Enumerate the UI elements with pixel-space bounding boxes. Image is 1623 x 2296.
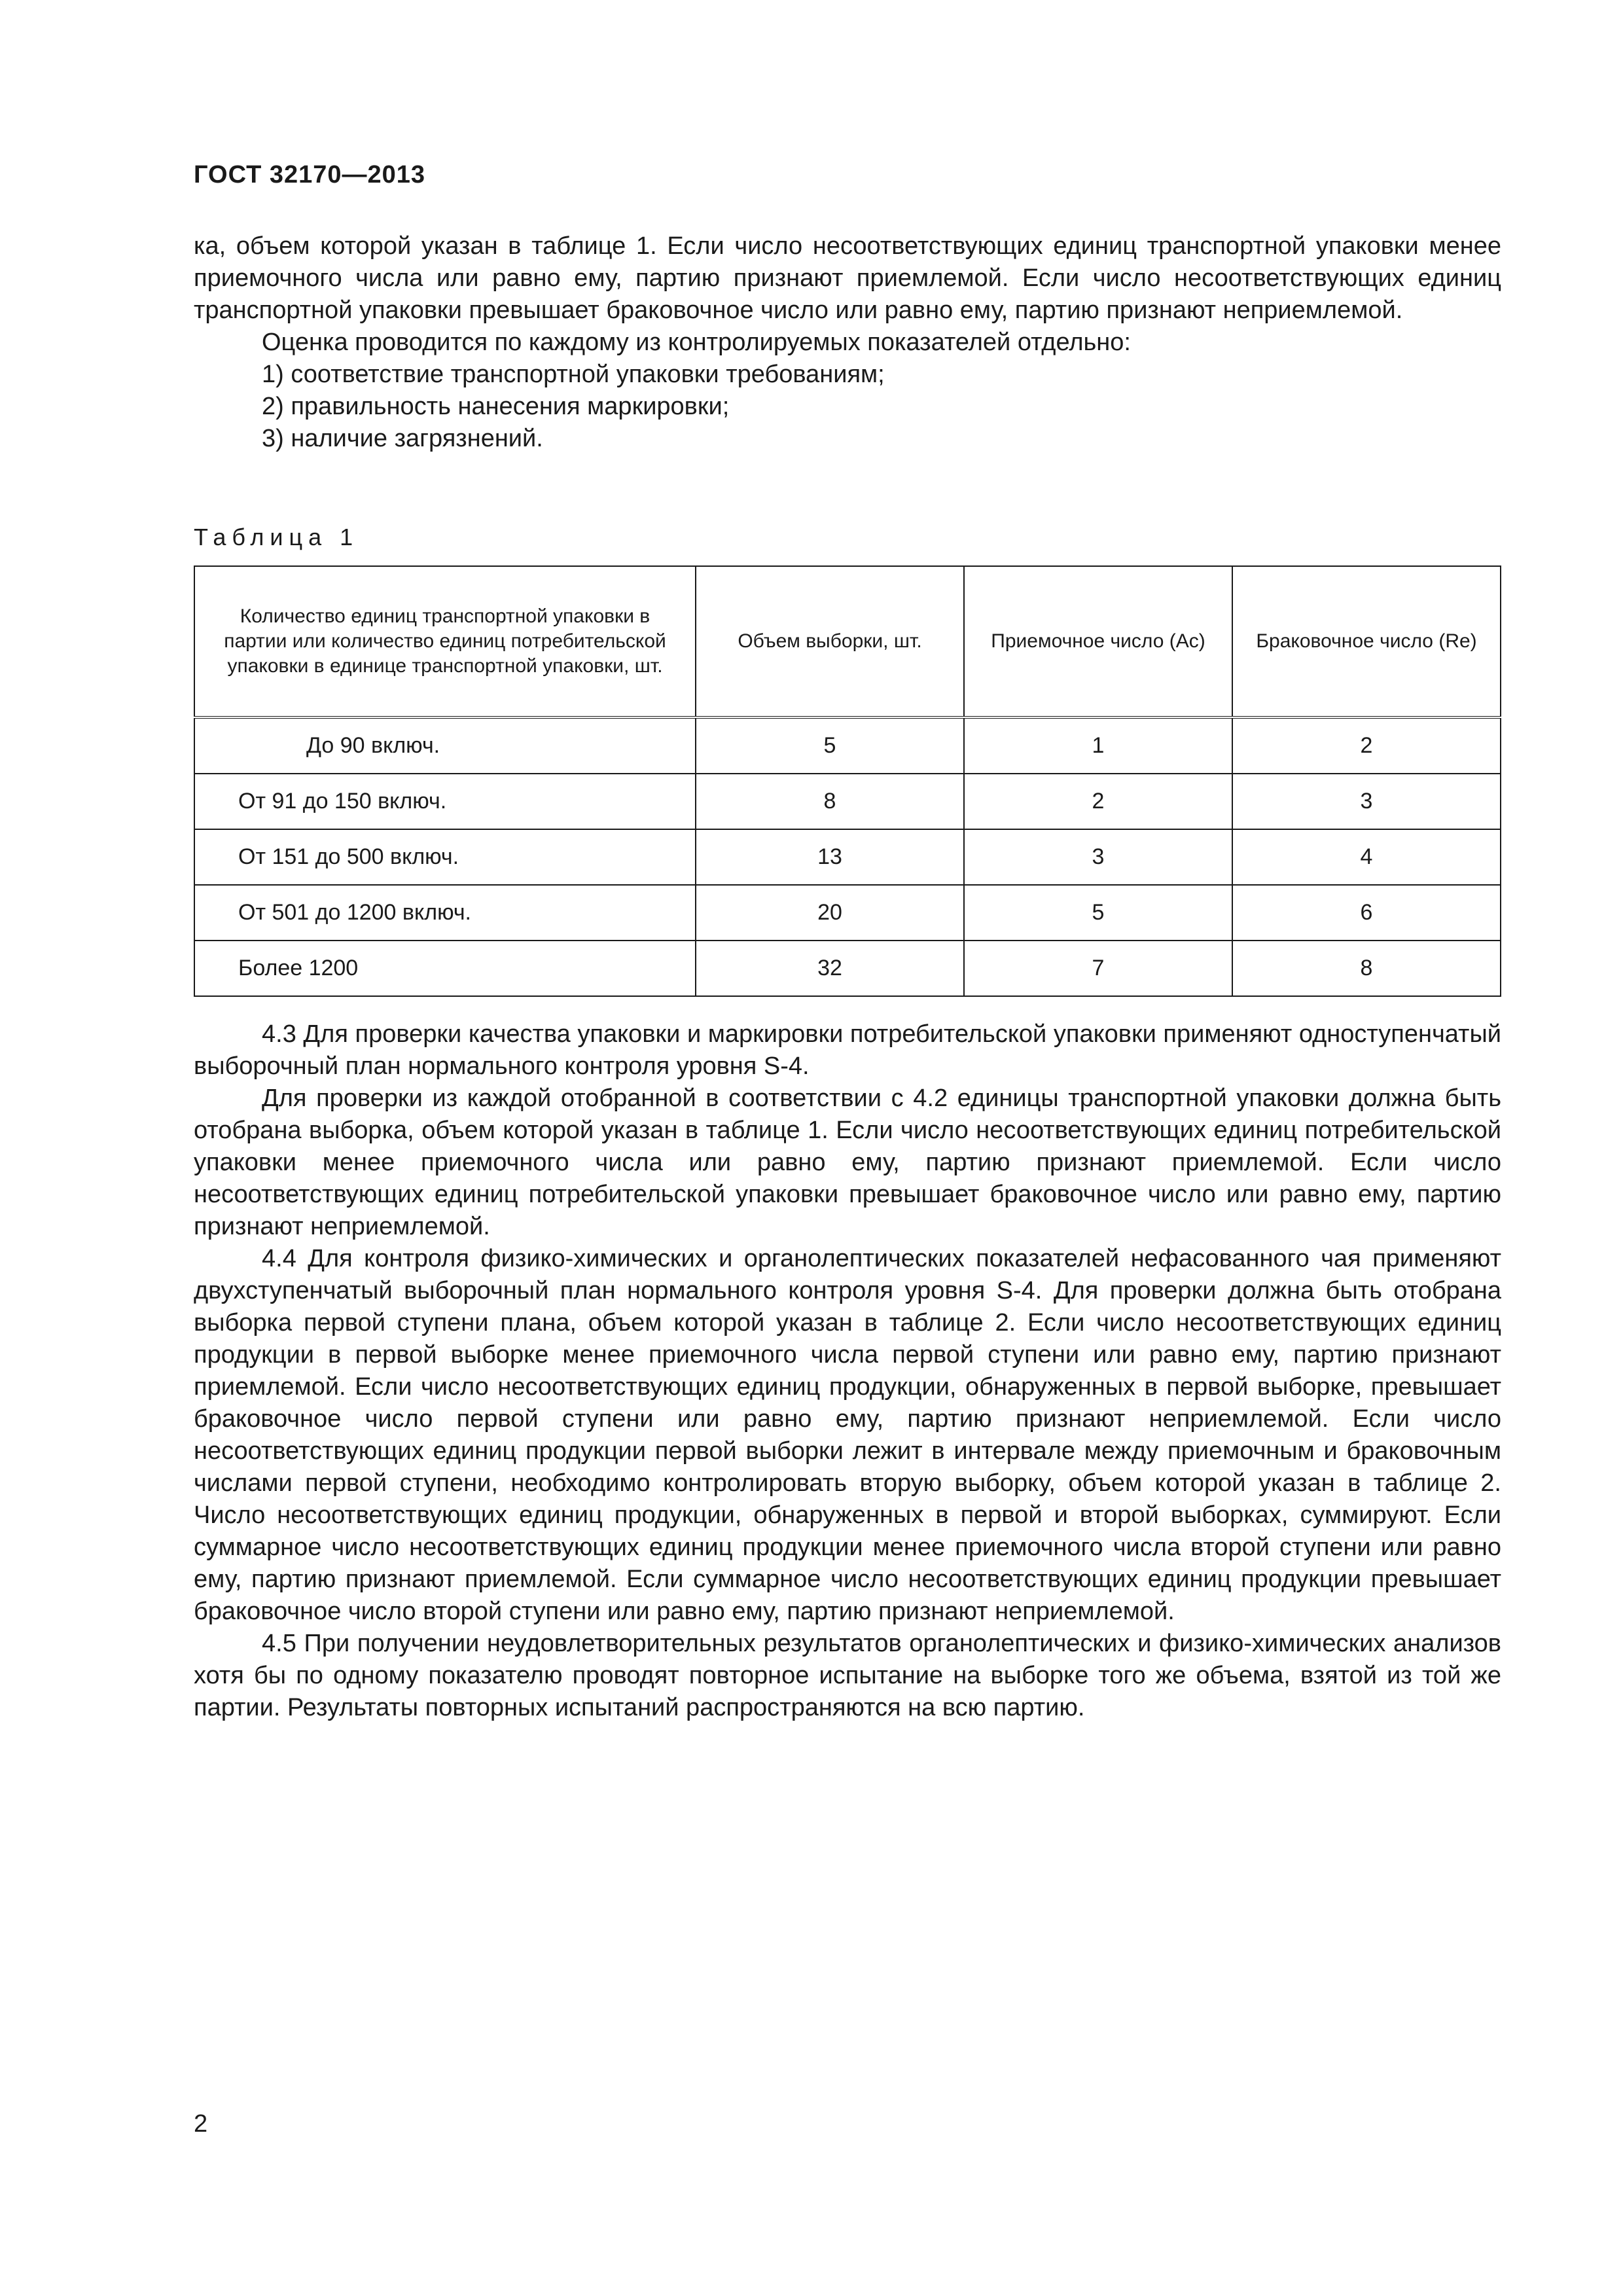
paragraph-evaluation: Оценка проводится по каждому из контролируемых показателей отдельно: bbox=[262, 329, 1131, 356]
cell-rejection-number: 4 bbox=[1232, 829, 1501, 885]
cell-rejection-number: 2 bbox=[1232, 717, 1501, 774]
cell-sample-size: 13 bbox=[696, 829, 964, 885]
cell-quantity: От 151 до 500 включ. bbox=[194, 829, 696, 885]
table-row bbox=[194, 941, 1501, 996]
cell-acceptance-number: 7 bbox=[964, 941, 1232, 996]
cell-sample-size: 32 bbox=[696, 941, 964, 996]
list-item: 1) соответствие транспортной упаковки требованиям; bbox=[262, 361, 885, 388]
cell-acceptance-number: 2 bbox=[964, 774, 1232, 829]
paragraph-continued: ка, объем которой указан в таблице 1. Если число несоответствующих единиц транспортной упаковки менее приемочного числа или равно ему, партию признают приемлемой. Если число несоответствующих единиц транспортной упаковки превышает браковочное число или равно ему, партию признают неприемлемой. bbox=[194, 232, 1501, 324]
cell-acceptance-number: 3 bbox=[964, 829, 1232, 885]
cell-rejection-number: 6 bbox=[1232, 885, 1501, 941]
cell-quantity: От 501 до 1200 включ. bbox=[194, 885, 696, 941]
table-header-row bbox=[194, 566, 1501, 717]
table-row bbox=[194, 885, 1501, 941]
cell-acceptance-number: 5 bbox=[964, 885, 1232, 941]
paragraph-4-3: 4.3 Для проверки качества упаковки и маркировки потребительской упаковки применяют одноступенчатый выборочный план нормального контроля уровня S-4. bbox=[194, 1020, 1501, 1080]
table-caption: Таблица 1 bbox=[194, 524, 359, 550]
document-header: ГОСТ 32170—2013 bbox=[194, 161, 426, 188]
paragraph-4-4: 4.4 Для контроля физико-химических и органолептических показателей нефасованного чая применяют двухступенчатый выборочный план нормального контроля уровня S-4. Для проверки должна быть отобрана выборка первой ступени плана, объем которой указан в таблице 2. Если число несоответствующих единиц продукции в первой выборке менее приемочного числа первой ступени или равно ему, партию признают приемлемой. Если число несоответствующих единиц продукции, обнаруженных в первой выборке, превышает браковочное число первой ступени или равно ему, партию признают неприемлемой. Если число несоответствующих единиц продукции первой выборки лежит в интервале между приемочным и браковочным числами первой ступени, необходимо контролировать вторую выборку, объем которой указан в таблице 2. Число несоответствующих единиц продукции, обнаруженных в первой и второй выборках, суммируют. Если суммарное число несоответствующих единиц продукции менее приемочного числа второй ступени или равно ему, партию признают приемлемой. Если суммарное число несоответствующих единиц продукции превышает браковочное число второй ступени или равно ему, партию признают неприемлемой. bbox=[194, 1245, 1501, 1625]
list-item: 3) наличие загрязнений. bbox=[262, 425, 543, 452]
table-row bbox=[194, 717, 1501, 774]
cell-quantity: До 90 включ. bbox=[194, 717, 696, 774]
column-header-rejection-number: Браковочное число (Re) bbox=[1232, 566, 1501, 717]
top-text-block bbox=[194, 230, 1501, 455]
paragraph-4-5: 4.5 При получении неудовлетворительных результатов органолептических и физико-химических анализов хотя бы по одному показателю проводят повторное испытание на выборке того же объема, взятой из той же партии. Результаты повторных испытаний распространяются на всю партию. bbox=[194, 1630, 1501, 1721]
sampling-table bbox=[194, 565, 1501, 997]
table-row bbox=[194, 829, 1501, 885]
bottom-text-block bbox=[194, 1018, 1501, 1724]
cell-quantity: От 91 до 150 включ. bbox=[194, 774, 696, 829]
column-header-acceptance-number: Приемочное число (Ac) bbox=[964, 566, 1232, 717]
list-item: 2) правильность нанесения маркировки; bbox=[262, 393, 730, 420]
cell-acceptance-number: 1 bbox=[964, 717, 1232, 774]
cell-sample-size: 5 bbox=[696, 717, 964, 774]
cell-quantity: Более 1200 bbox=[194, 941, 696, 996]
page-number: 2 bbox=[194, 2110, 208, 2138]
paragraph-4-3-sampling: Для проверки из каждой отобранной в соответствии с 4.2 единицы транспортной упаковки должна быть отобрана выборка, объем которой указан в таблице 1. Если число несоответствующих единиц потребительской упаковки менее приемочного числа или равно ему, партию признают приемлемой. Если число несоответствующих единиц потребительской упаковки превышает браковочное число или равно ему, партию признают неприемлемой. bbox=[194, 1085, 1501, 1240]
cell-rejection-number: 8 bbox=[1232, 941, 1501, 996]
table-row bbox=[194, 774, 1501, 829]
cell-sample-size: 20 bbox=[696, 885, 964, 941]
column-header-sample-size: Объем выборки, шт. bbox=[696, 566, 964, 717]
cell-rejection-number: 3 bbox=[1232, 774, 1501, 829]
column-header-quantity: Количество единиц транспортной упаковки в партии или количество единиц потребительской упаковки в единице транспортной упаковки, шт. bbox=[194, 566, 696, 717]
cell-sample-size: 8 bbox=[696, 774, 964, 829]
